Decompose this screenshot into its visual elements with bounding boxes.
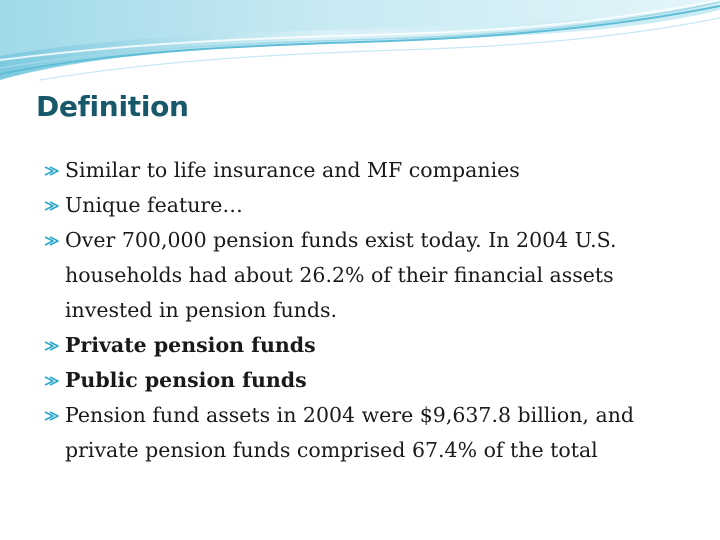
bullet-item xyxy=(44,328,704,363)
bullet-text: Similar to life insurance and MF companies xyxy=(65,158,520,182)
bullet-item xyxy=(44,153,704,188)
bullet-list xyxy=(44,153,704,468)
bullet-item xyxy=(44,223,704,328)
bullet-text: Unique feature… xyxy=(65,193,243,217)
arrow-bullet-icon xyxy=(44,340,61,352)
arrow-bullet-icon xyxy=(44,375,61,387)
arrow-bullet-icon xyxy=(44,235,61,247)
bullet-item xyxy=(44,398,704,468)
bullet-item xyxy=(44,363,704,398)
arrow-bullet-icon xyxy=(44,165,61,177)
bullet-text: Public pension funds xyxy=(65,368,307,392)
slide-title: Definition xyxy=(36,90,189,123)
arrow-bullet-icon xyxy=(44,410,61,422)
bullet-text: Pension fund assets in 2004 were $9,637.8 billion, and private pension funds comprised 67.4% of the total xyxy=(65,403,635,462)
header-wave-decoration xyxy=(0,0,720,90)
bullet-item xyxy=(44,188,704,223)
arrow-bullet-icon xyxy=(44,200,61,212)
bullet-text: Private pension funds xyxy=(65,333,316,357)
bullet-text: Over 700,000 pension funds exist today. In 2004 U.S. households had about 26.2% of their financial assets invested in pension funds. xyxy=(65,228,617,322)
